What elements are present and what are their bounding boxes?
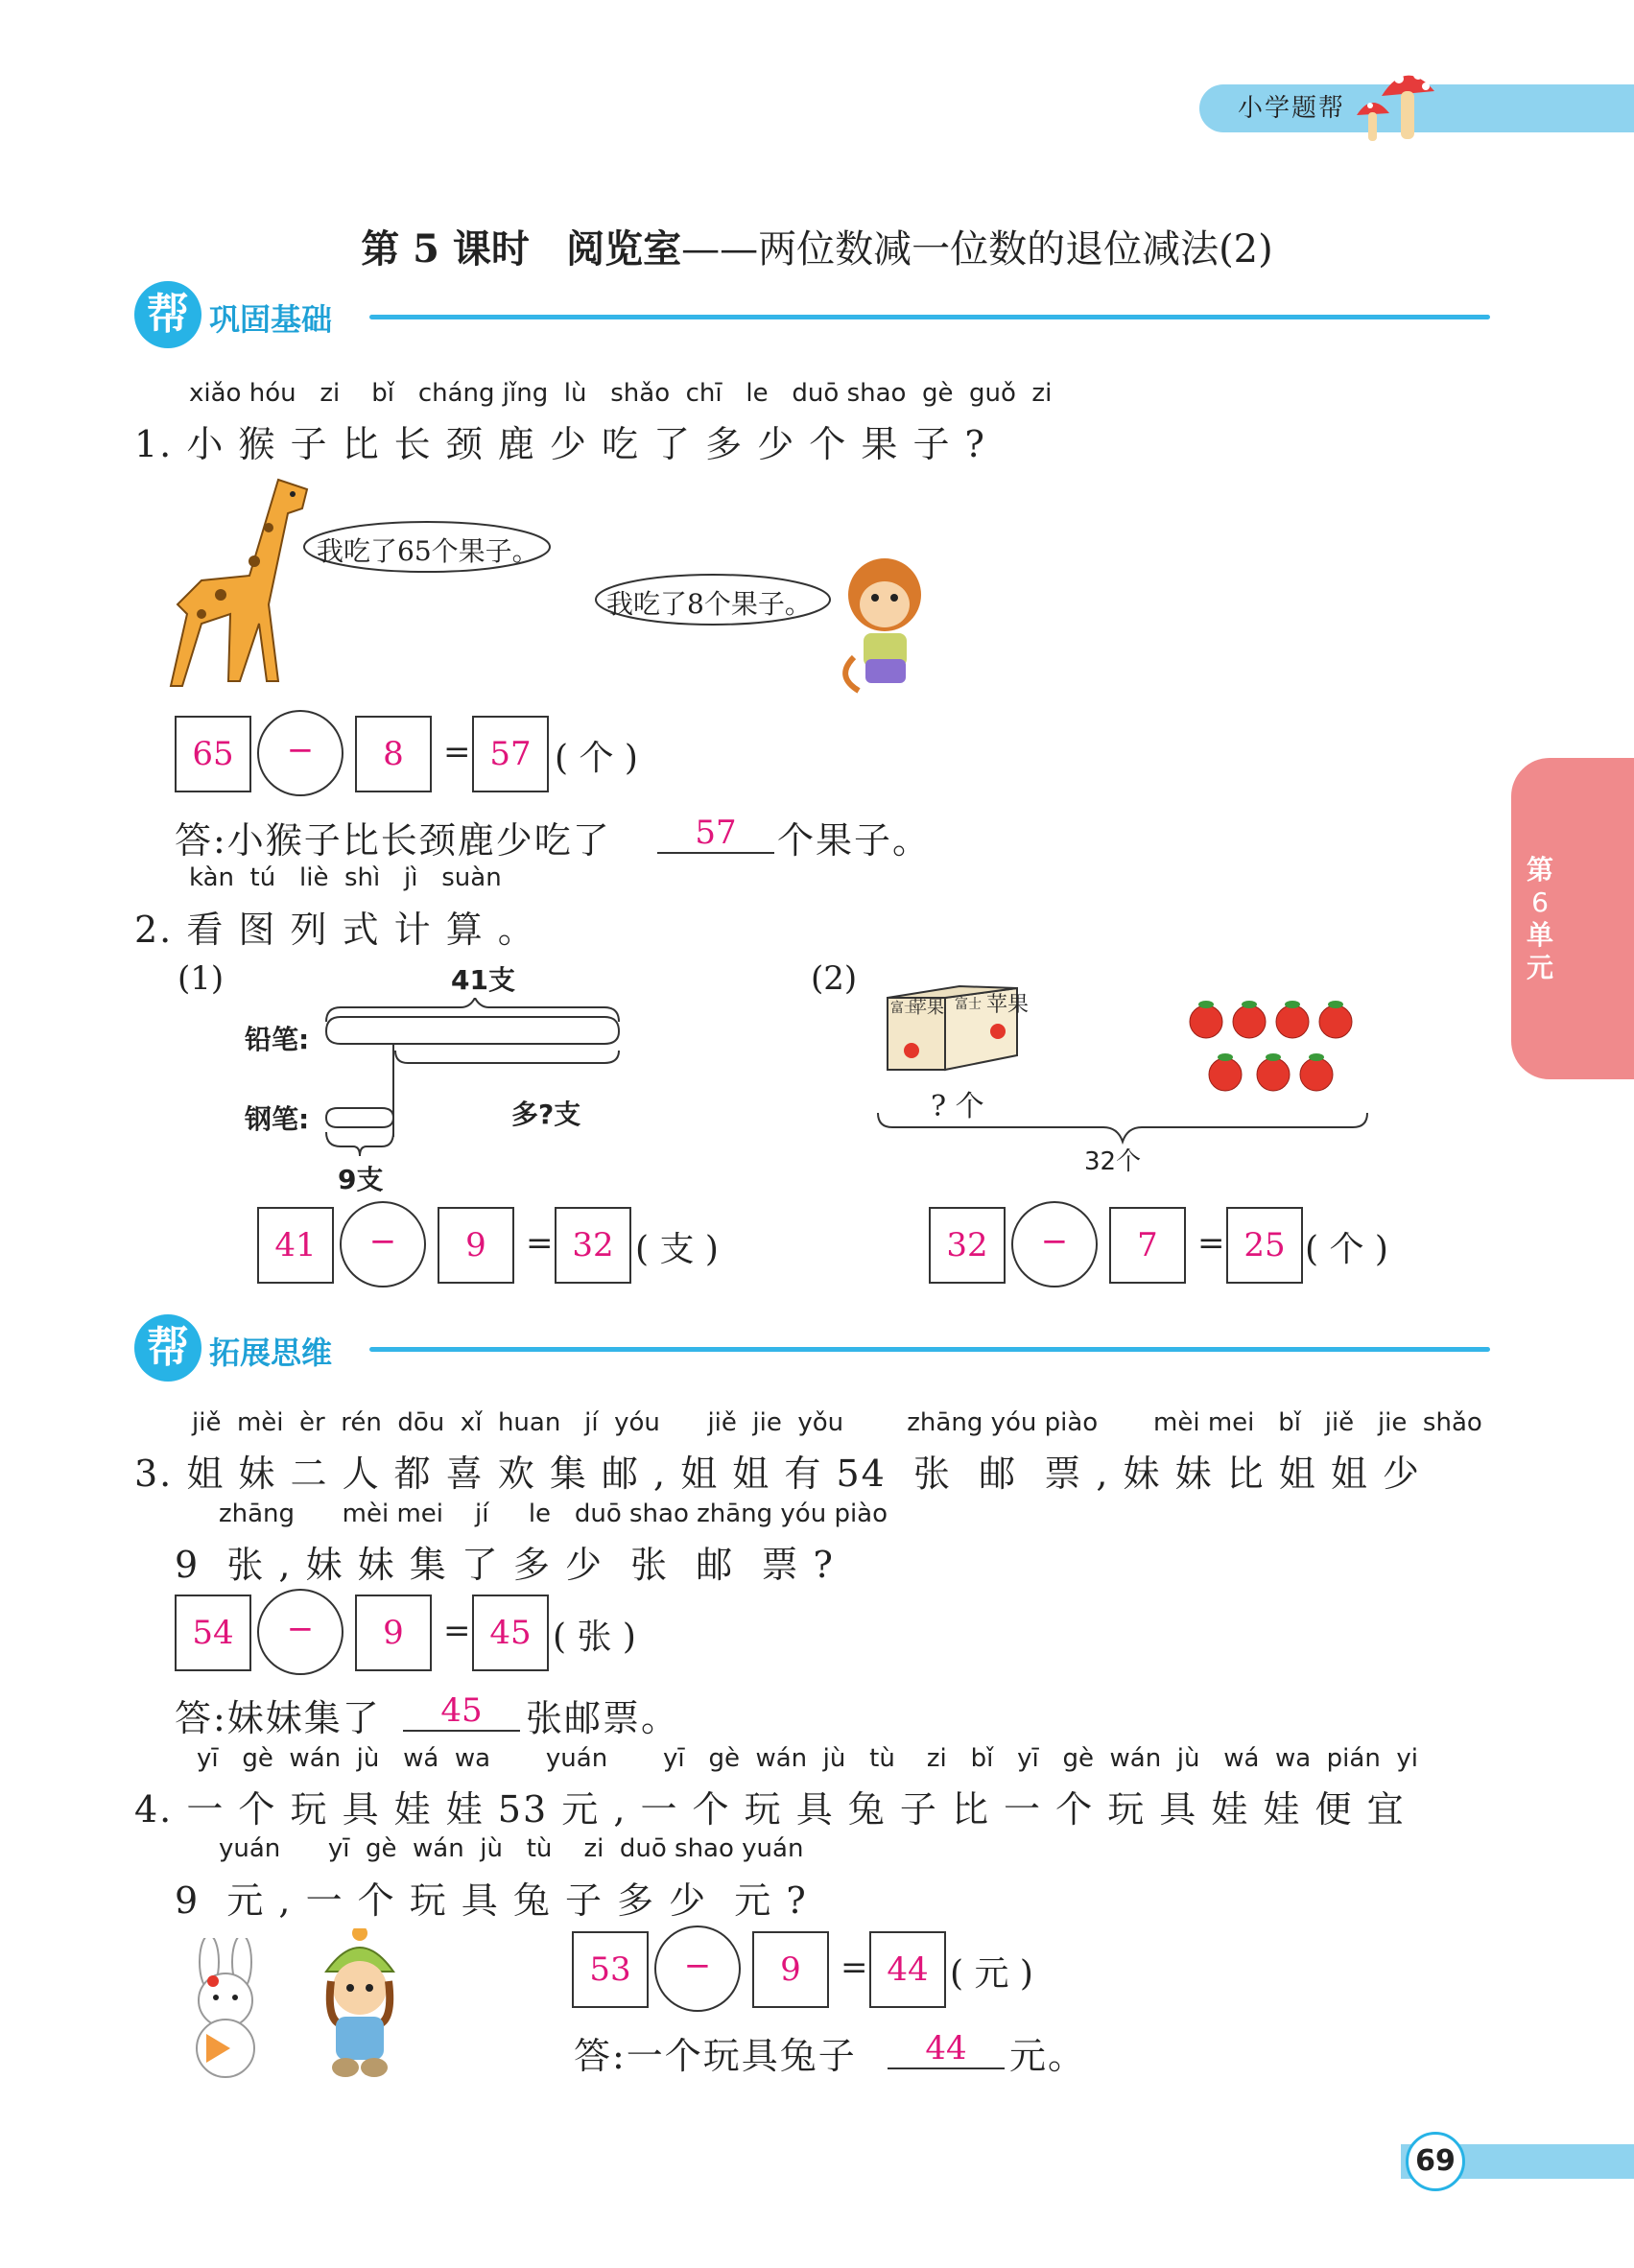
- giraffe-icon: [163, 470, 336, 691]
- box-word-right: 苹果: [986, 993, 1030, 1017]
- q4-answer-suffix: 元。: [1009, 2035, 1087, 2077]
- q1-box-result[interactable]: 57: [472, 716, 549, 792]
- q1-op-circle[interactable]: −: [257, 710, 343, 796]
- q1-box-a[interactable]: 65: [175, 716, 251, 792]
- q3-unit: ( 张 ): [553, 1618, 636, 1657]
- q4-box-result[interactable]: 44: [869, 1931, 946, 2008]
- apple-icon: [1319, 1005, 1352, 1038]
- q1-unit: ( 个 ): [555, 739, 638, 778]
- section-divider: [369, 315, 1490, 319]
- q2b-box-a[interactable]: 32: [929, 1207, 1006, 1284]
- q3-answer-value[interactable]: 45: [403, 1691, 520, 1732]
- box-word-left: 苹果: [910, 998, 944, 1018]
- box-brand-right: 富士: [955, 997, 982, 1012]
- q3-pinyin-2: zhāng mèi mei jí le duō shao zhāng yóu piào: [219, 1500, 888, 1528]
- q1-answer-prefix: 答:小猴子比长颈鹿少吃了: [175, 819, 611, 862]
- q2b-box-result[interactable]: 25: [1226, 1207, 1303, 1284]
- apple-icon: [1276, 1005, 1309, 1038]
- q3-equals: =: [443, 1612, 471, 1650]
- q1-answer-suffix: 个果子。: [777, 819, 932, 862]
- section-basic-label: 巩固基础: [209, 301, 333, 338]
- lesson-title: [0, 219, 1634, 273]
- side-tab-line3: 单: [1526, 919, 1553, 951]
- q2-part1-label: (1): [178, 959, 225, 998]
- monkey-speech-text: 我吃了8个果子。: [606, 588, 812, 620]
- lesson-topic: ——两位数减一位数的退位减法(2): [681, 227, 1273, 272]
- q2b-unit: ( 个 ): [1305, 1230, 1388, 1269]
- q3-box-a[interactable]: 54: [175, 1595, 251, 1671]
- q4-equals: =: [841, 1949, 868, 1987]
- q4-pinyin-2: yuán yī gè wán jù tù zi duō shao yuán: [219, 1834, 804, 1863]
- apples-group: [1185, 998, 1367, 1103]
- q2a-box-result[interactable]: 32: [555, 1207, 631, 1284]
- apple-icon: [1209, 1058, 1242, 1091]
- unit-side-label: [1521, 854, 1559, 984]
- q2-pen-count: 9支: [338, 1164, 384, 1195]
- q2-part2-label: (2): [811, 959, 858, 998]
- q1-text: 1. 小 猴 子 比 长 颈 鹿 少 吃 了 多 少 个 果 子 ?: [134, 423, 986, 465]
- q4-op-circle[interactable]: −: [654, 1925, 741, 2012]
- q2-pen-label: 钢笔:: [245, 1103, 310, 1135]
- q1-pinyin: xiǎo hóu zi bǐ cháng jǐng lù shǎo chī le duō shao gè guǒ zi: [189, 379, 1053, 408]
- mushroom-icon: [1353, 58, 1458, 149]
- giraffe-speech-text: 我吃了65个果子。: [317, 535, 539, 567]
- q2a-box-a[interactable]: 41: [257, 1207, 334, 1284]
- q2-bar-diagram: [317, 998, 643, 1166]
- q3-text-1: 3. 姐 妹 二 人 都 喜 欢 集 邮 , 姐 姐 有 54 张 邮 票 , 妹 妹 比 姐 姐 少: [134, 1453, 1421, 1495]
- doll-icon: [312, 1928, 408, 2082]
- q2b-box-b[interactable]: 7: [1109, 1207, 1186, 1284]
- q4-box-b[interactable]: 9: [752, 1931, 829, 2008]
- q2-text: 2. 看 图 列 式 计 算 。: [134, 909, 536, 951]
- q2a-op-circle[interactable]: −: [340, 1201, 426, 1288]
- q2-unknown-count: ? 个: [931, 1090, 984, 1123]
- q4-answer-value[interactable]: 44: [888, 2029, 1005, 2069]
- monkey-icon: [835, 552, 931, 696]
- q3-box-b[interactable]: 9: [355, 1595, 432, 1671]
- side-tab-line2: 6: [1531, 886, 1549, 918]
- q2a-equals: =: [526, 1224, 554, 1263]
- q4-text-1: 4. 一 个 玩 具 娃 娃 53 元 , 一 个 玩 具 兔 子 比 一 个 玩 具 娃 娃 便 宜: [134, 1788, 1406, 1831]
- page-number: 69: [1406, 2132, 1465, 2191]
- q2a-box-b[interactable]: 9: [438, 1207, 514, 1284]
- q2a-unit: ( 支 ): [635, 1230, 719, 1269]
- rabbit-icon: [173, 1938, 278, 2082]
- q3-answer-suffix: 张邮票。: [526, 1697, 680, 1739]
- apple-icon: [1300, 1058, 1333, 1091]
- q4-answer-prefix: 答:一个玩具兔子: [574, 2035, 857, 2077]
- section-badge: 帮: [134, 281, 201, 348]
- apple-icon: [1190, 1005, 1222, 1038]
- q2-pencil-label: 铅笔:: [245, 1024, 310, 1055]
- section-badge-2: 帮: [134, 1314, 201, 1382]
- q2-total-count: 32个: [1084, 1147, 1142, 1176]
- q1-box-b[interactable]: 8: [355, 716, 432, 792]
- apple-icon: [1257, 1058, 1290, 1091]
- section-extend-label: 拓展思维: [209, 1335, 333, 1371]
- q2b-equals: =: [1197, 1224, 1225, 1263]
- q2-total-brace: [873, 1108, 1372, 1146]
- q4-unit: ( 元 ): [950, 1954, 1033, 1994]
- q4-pinyin-1: yī gè wán jù wá wa yuán yī gè wán jù tù zi bǐ yī gè wán jù wá wa pián yi: [197, 1744, 1418, 1773]
- q4-text-2: 9 元 , 一 个 玩 具 兔 子 多 少 元 ?: [175, 1879, 808, 1922]
- q3-text-2: 9 张 , 妹 妹 集 了 多 少 张 邮 票 ?: [175, 1544, 835, 1586]
- q2-more-label: 多?支: [511, 1099, 581, 1130]
- side-tab-line4: 元: [1526, 952, 1553, 983]
- apple-icon: [1233, 1005, 1266, 1038]
- q1-equals: =: [443, 733, 471, 771]
- lesson-name: 阅览室: [566, 226, 682, 272]
- q1-answer-value[interactable]: 57: [657, 814, 774, 854]
- lesson-number: 第 5 课时: [361, 226, 530, 272]
- q2b-op-circle[interactable]: −: [1011, 1201, 1098, 1288]
- q4-box-a[interactable]: 53: [572, 1931, 649, 2008]
- q3-answer-prefix: 答:妹妹集了: [175, 1697, 381, 1739]
- q2-pinyin: kàn tú liè shì jì suàn: [189, 863, 502, 892]
- q2-part1-total: 41支: [451, 964, 515, 996]
- section-divider-2: [369, 1347, 1490, 1352]
- q3-op-circle[interactable]: −: [257, 1589, 343, 1675]
- q3-pinyin-1: jiě mèi èr rén dōu xǐ huan jí yóu jiě jie yǒu zhāng yóu piào mèi mei bǐ jiě jie shǎo: [192, 1408, 1482, 1437]
- side-tab-line1: 第: [1526, 854, 1553, 886]
- box-brand-left: 富士: [890, 1001, 917, 1016]
- q3-box-result[interactable]: 45: [472, 1595, 549, 1671]
- brand-label: 小学题帮: [1238, 94, 1346, 123]
